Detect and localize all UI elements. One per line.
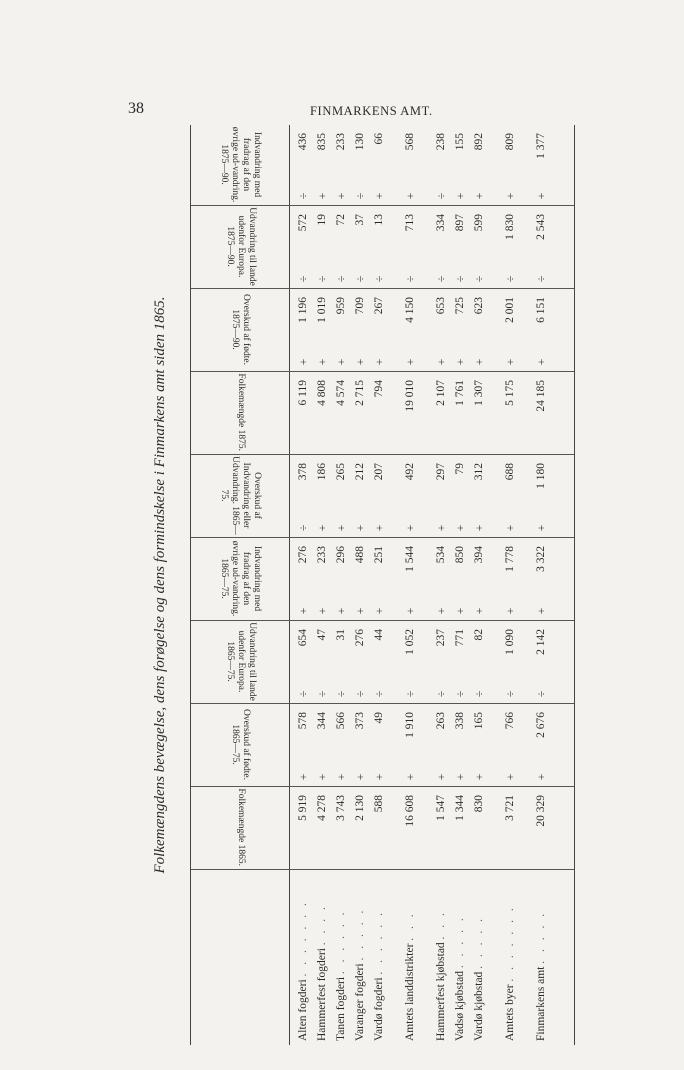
leader-dots: . . . . (316, 904, 328, 946)
column-header-label: Udvandring til lande udenfor Europa. 1875—90. (224, 207, 257, 286)
sign-cell: ÷ (453, 275, 467, 283)
sign-cell: + (403, 358, 417, 366)
row-label (470, 871, 489, 1041)
sign-cell: ÷ (372, 275, 386, 283)
sign-cell: + (434, 773, 448, 781)
column-header (191, 124, 289, 206)
column-header-label: Overskud af fødte. 1875—90. (230, 294, 251, 365)
sign-cell: + (453, 524, 467, 532)
column-header (191, 786, 289, 870)
row-label-text: Vardø fogderi (373, 977, 385, 1041)
value-cell: 6 151 (535, 297, 547, 323)
table-row (294, 125, 313, 1045)
value-cell: 263 (435, 712, 447, 730)
value-cell: 1 547 (435, 795, 447, 821)
value-cell: 654 (297, 629, 309, 647)
value-cell: 2 543 (535, 214, 547, 240)
row-label (432, 871, 451, 1041)
leader-dots: . . . . . (535, 910, 547, 964)
value-cell: 79 (454, 463, 466, 475)
value-cell: 47 (316, 629, 328, 641)
value-cell: 207 (373, 463, 385, 481)
sign-cell: ÷ (296, 275, 310, 283)
sign-cell: + (315, 524, 329, 532)
sign-cell: + (503, 358, 517, 366)
leader-dots: . . . (435, 910, 447, 940)
table-row (351, 125, 370, 1045)
sign-cell: + (534, 358, 548, 366)
sign-cell: + (434, 524, 448, 532)
leader-dots: . . . . . . (373, 909, 385, 975)
value-cell: 588 (373, 795, 385, 813)
table-row (501, 125, 520, 1045)
row-label (532, 871, 551, 1041)
column-header (191, 288, 289, 372)
row-label (451, 871, 470, 1041)
value-cell: 794 (373, 380, 385, 398)
row-label (313, 871, 332, 1041)
table-row (313, 125, 332, 1045)
sign-cell: + (315, 358, 329, 366)
rotated-table (145, 125, 575, 1045)
value-cell: 713 (404, 214, 416, 232)
sign-cell: + (315, 192, 329, 200)
value-cell: 20 329 (535, 795, 547, 827)
value-cell: 165 (473, 712, 485, 730)
sign-cell: + (403, 192, 417, 200)
value-cell: 238 (435, 133, 447, 151)
sign-cell: + (296, 607, 310, 615)
sign-cell: ÷ (534, 690, 548, 698)
table-row (432, 125, 451, 1045)
value-cell: 892 (473, 133, 485, 151)
value-cell: 4 574 (335, 380, 347, 406)
sign-cell: + (472, 524, 486, 532)
value-cell: 31 (335, 629, 347, 641)
value-cell: 2 142 (535, 629, 547, 655)
row-label-text: Hammerfest kjøbstad (435, 942, 447, 1041)
value-cell: 66 (373, 133, 385, 145)
value-cell: 212 (354, 463, 366, 481)
running-head: FINMARKENS AMT. (310, 104, 433, 118)
sign-cell: + (434, 607, 448, 615)
value-cell: 1 307 (473, 380, 485, 406)
value-cell: 49 (373, 712, 385, 724)
page-number: 38 (128, 100, 144, 117)
row-label-text: Amtets byer (504, 984, 516, 1041)
sign-cell: ÷ (434, 690, 448, 698)
sign-cell: + (315, 773, 329, 781)
value-cell: 373 (354, 712, 366, 730)
row-label (332, 871, 351, 1041)
row-label-text: Vadsø kjøbstad (454, 971, 466, 1041)
column-header (191, 454, 289, 538)
sign-cell: + (372, 607, 386, 615)
sign-cell: ÷ (296, 192, 310, 200)
table-row (401, 125, 420, 1045)
sign-cell: + (315, 607, 329, 615)
sign-cell: ÷ (434, 192, 448, 200)
value-cell: 534 (435, 546, 447, 564)
value-cell: 378 (297, 463, 309, 481)
leader-dots: . . . . . (354, 907, 366, 961)
value-cell: 37 (354, 214, 366, 226)
sign-cell: + (296, 773, 310, 781)
sign-cell: ÷ (472, 275, 486, 283)
value-cell: 4 808 (316, 380, 328, 406)
bottom-rule (574, 125, 575, 1045)
column-header (191, 870, 289, 1045)
value-cell: 338 (454, 712, 466, 730)
value-cell: 233 (316, 546, 328, 564)
sign-cell: + (353, 524, 367, 532)
sign-cell: + (503, 192, 517, 200)
value-cell: 599 (473, 214, 485, 232)
value-cell: 488 (354, 546, 366, 564)
value-cell: 2 130 (354, 795, 366, 821)
sign-cell: + (334, 192, 348, 200)
sign-cell: + (372, 524, 386, 532)
sign-cell: + (334, 358, 348, 366)
sign-cell: ÷ (334, 690, 348, 698)
value-cell: 436 (297, 133, 309, 151)
value-cell: 1 910 (404, 712, 416, 738)
sign-cell: + (403, 607, 417, 615)
sign-cell: + (353, 358, 367, 366)
value-cell: 2 001 (504, 297, 516, 323)
sign-cell: ÷ (315, 690, 329, 698)
table-row (332, 125, 351, 1045)
value-cell: 566 (335, 712, 347, 730)
sign-cell: ÷ (353, 690, 367, 698)
sign-cell: + (472, 773, 486, 781)
sign-cell: + (503, 773, 517, 781)
row-label-text: Amtets landdistrikter (404, 943, 416, 1041)
row-label-text: Tanen fogderi (335, 976, 347, 1041)
sign-cell: ÷ (353, 275, 367, 283)
value-cell: 19 (316, 214, 328, 226)
leader-dots: . . . . . . (335, 909, 347, 975)
sign-cell: + (453, 192, 467, 200)
value-cell: 1 377 (535, 133, 547, 159)
value-cell: 1 830 (504, 214, 516, 240)
column-header (191, 371, 289, 455)
sign-cell: + (372, 358, 386, 366)
value-cell: 2 715 (354, 380, 366, 406)
value-cell: 766 (504, 712, 516, 730)
leader-dots: . . . . . (473, 915, 485, 969)
value-cell: 276 (354, 629, 366, 647)
sign-cell: + (334, 607, 348, 615)
column-header-label: Udvandring til lande udenfor Europa. 1865—75. (224, 622, 257, 701)
column-header-label: Folkemængde 1865. (235, 788, 246, 867)
sign-cell: + (334, 773, 348, 781)
value-cell: 265 (335, 463, 347, 481)
column-header-label: Overskud af fødte. 1865—75. (230, 709, 251, 780)
value-cell: 297 (435, 463, 447, 481)
sign-cell: ÷ (353, 192, 367, 200)
sign-cell: + (334, 524, 348, 532)
value-cell: 835 (316, 133, 328, 151)
value-cell: 492 (404, 463, 416, 481)
value-cell: 233 (335, 133, 347, 151)
table-body (288, 125, 575, 1045)
row-label (401, 871, 420, 1041)
column-header-label: Indvandring med fradrag af den øvrige ud-vandring. 1875—90. (219, 126, 262, 203)
value-cell: 1 019 (316, 297, 328, 323)
value-cell: 5 919 (297, 795, 309, 821)
sign-cell: ÷ (403, 275, 417, 283)
value-cell: 72 (335, 214, 347, 226)
row-label (351, 871, 370, 1041)
value-cell: 6 119 (297, 380, 309, 406)
sign-cell: + (503, 607, 517, 615)
value-cell: 1 544 (404, 546, 416, 572)
row-label-text: Vardø kjøbstad (473, 971, 485, 1041)
sign-cell: + (353, 607, 367, 615)
sign-cell: ÷ (296, 690, 310, 698)
table-title: Folkemængdens bevægelse, dens forøgelse og dens formindskelse i Finmarkens amt siden 1865. (152, 296, 168, 874)
sign-cell: ÷ (315, 275, 329, 283)
value-cell: 3 322 (535, 546, 547, 572)
value-cell: 578 (297, 712, 309, 730)
leader-dots: . . . . . . . (297, 900, 309, 977)
value-cell: 296 (335, 546, 347, 564)
sign-cell: + (534, 607, 548, 615)
sign-cell: + (372, 192, 386, 200)
table-row (370, 125, 389, 1045)
sign-cell: + (403, 524, 417, 532)
value-cell: 2 676 (535, 712, 547, 738)
sign-cell: + (434, 358, 448, 366)
row-label-text: Alten fogderi (297, 979, 309, 1041)
value-cell: 850 (454, 546, 466, 564)
value-cell: 276 (297, 546, 309, 564)
value-cell: 1 052 (404, 629, 416, 655)
sign-cell: + (353, 773, 367, 781)
value-cell: 4 150 (404, 297, 416, 323)
value-cell: 4 278 (316, 795, 328, 821)
value-cell: 267 (373, 297, 385, 315)
value-cell: 1 344 (454, 795, 466, 821)
column-header-label: Folkemængde 1875. (235, 373, 246, 452)
row-label (370, 871, 389, 1041)
sign-cell: ÷ (503, 690, 517, 698)
column-header-label (238, 956, 242, 960)
value-cell: 394 (473, 546, 485, 564)
value-cell: 897 (454, 214, 466, 232)
column-header-label: Overskud af Indvandring eller Udvandring. 1865—75. (219, 456, 262, 535)
value-cell: 830 (473, 795, 485, 813)
value-cell: 19 010 (404, 380, 416, 412)
column-header (191, 205, 289, 289)
sign-cell: ÷ (503, 275, 517, 283)
value-cell: 1 180 (535, 463, 547, 489)
table-header-row (190, 125, 290, 1045)
row-label-text: Varanger fogderi (354, 963, 366, 1041)
value-cell: 344 (316, 712, 328, 730)
sign-cell: + (372, 773, 386, 781)
sign-cell: + (534, 773, 548, 781)
leader-dots: . . . . . . . (504, 905, 516, 982)
value-cell: 809 (504, 133, 516, 151)
value-cell: 130 (354, 133, 366, 151)
value-cell: 5 175 (504, 380, 516, 406)
value-cell: 1 090 (504, 629, 516, 655)
sign-cell: + (503, 524, 517, 532)
value-cell: 572 (297, 214, 309, 232)
value-cell: 688 (504, 463, 516, 481)
value-cell: 1 778 (504, 546, 516, 572)
value-cell: 725 (454, 297, 466, 315)
value-cell: 709 (354, 297, 366, 315)
column-header (191, 620, 289, 704)
value-cell: 237 (435, 629, 447, 647)
leader-dots: . . . . . (454, 915, 466, 969)
sign-cell: + (534, 524, 548, 532)
sign-cell: + (403, 773, 417, 781)
value-cell: 2 107 (435, 380, 447, 406)
sign-cell: + (472, 607, 486, 615)
leader-dots: . . . (404, 911, 416, 941)
sign-cell: ÷ (403, 690, 417, 698)
row-label (501, 871, 520, 1041)
sign-cell: ÷ (334, 275, 348, 283)
value-cell: 251 (373, 546, 385, 564)
value-cell: 3 743 (335, 795, 347, 821)
value-cell: 653 (435, 297, 447, 315)
value-cell: 623 (473, 297, 485, 315)
sign-cell: + (296, 358, 310, 366)
sign-cell: ÷ (434, 275, 448, 283)
column-header-label: Indvandring med fradrag af den øvrige ud-vandring. 1865—75. (219, 540, 262, 617)
value-cell: 13 (373, 214, 385, 226)
sign-cell: ÷ (534, 275, 548, 283)
row-label-text: Finmarkens amt (535, 966, 547, 1041)
sign-cell: + (453, 773, 467, 781)
value-cell: 82 (473, 629, 485, 641)
sign-cell: + (472, 358, 486, 366)
column-header (191, 703, 289, 787)
value-cell: 186 (316, 463, 328, 481)
value-cell: 155 (454, 133, 466, 151)
value-cell: 568 (404, 133, 416, 151)
sign-cell: + (453, 607, 467, 615)
value-cell: 959 (335, 297, 347, 315)
value-cell: 16 608 (404, 795, 416, 827)
sign-cell: + (472, 192, 486, 200)
value-cell: 312 (473, 463, 485, 481)
sign-cell: ÷ (472, 690, 486, 698)
sign-cell: + (453, 358, 467, 366)
sign-cell: ÷ (453, 690, 467, 698)
sign-cell: ÷ (296, 524, 310, 532)
table-row (532, 125, 551, 1045)
value-cell: 334 (435, 214, 447, 232)
table-row (451, 125, 470, 1045)
sign-cell: + (534, 192, 548, 200)
value-cell: 24 185 (535, 380, 547, 412)
value-cell: 44 (373, 629, 385, 641)
table-row (470, 125, 489, 1045)
sign-cell: ÷ (372, 690, 386, 698)
row-label-text: Hammerfest fogderi (316, 948, 328, 1041)
value-cell: 1 761 (454, 380, 466, 406)
value-cell: 3 721 (504, 795, 516, 821)
value-cell: 771 (454, 629, 466, 647)
value-cell: 1 196 (297, 297, 309, 323)
row-label (294, 871, 313, 1041)
column-header (191, 537, 289, 621)
